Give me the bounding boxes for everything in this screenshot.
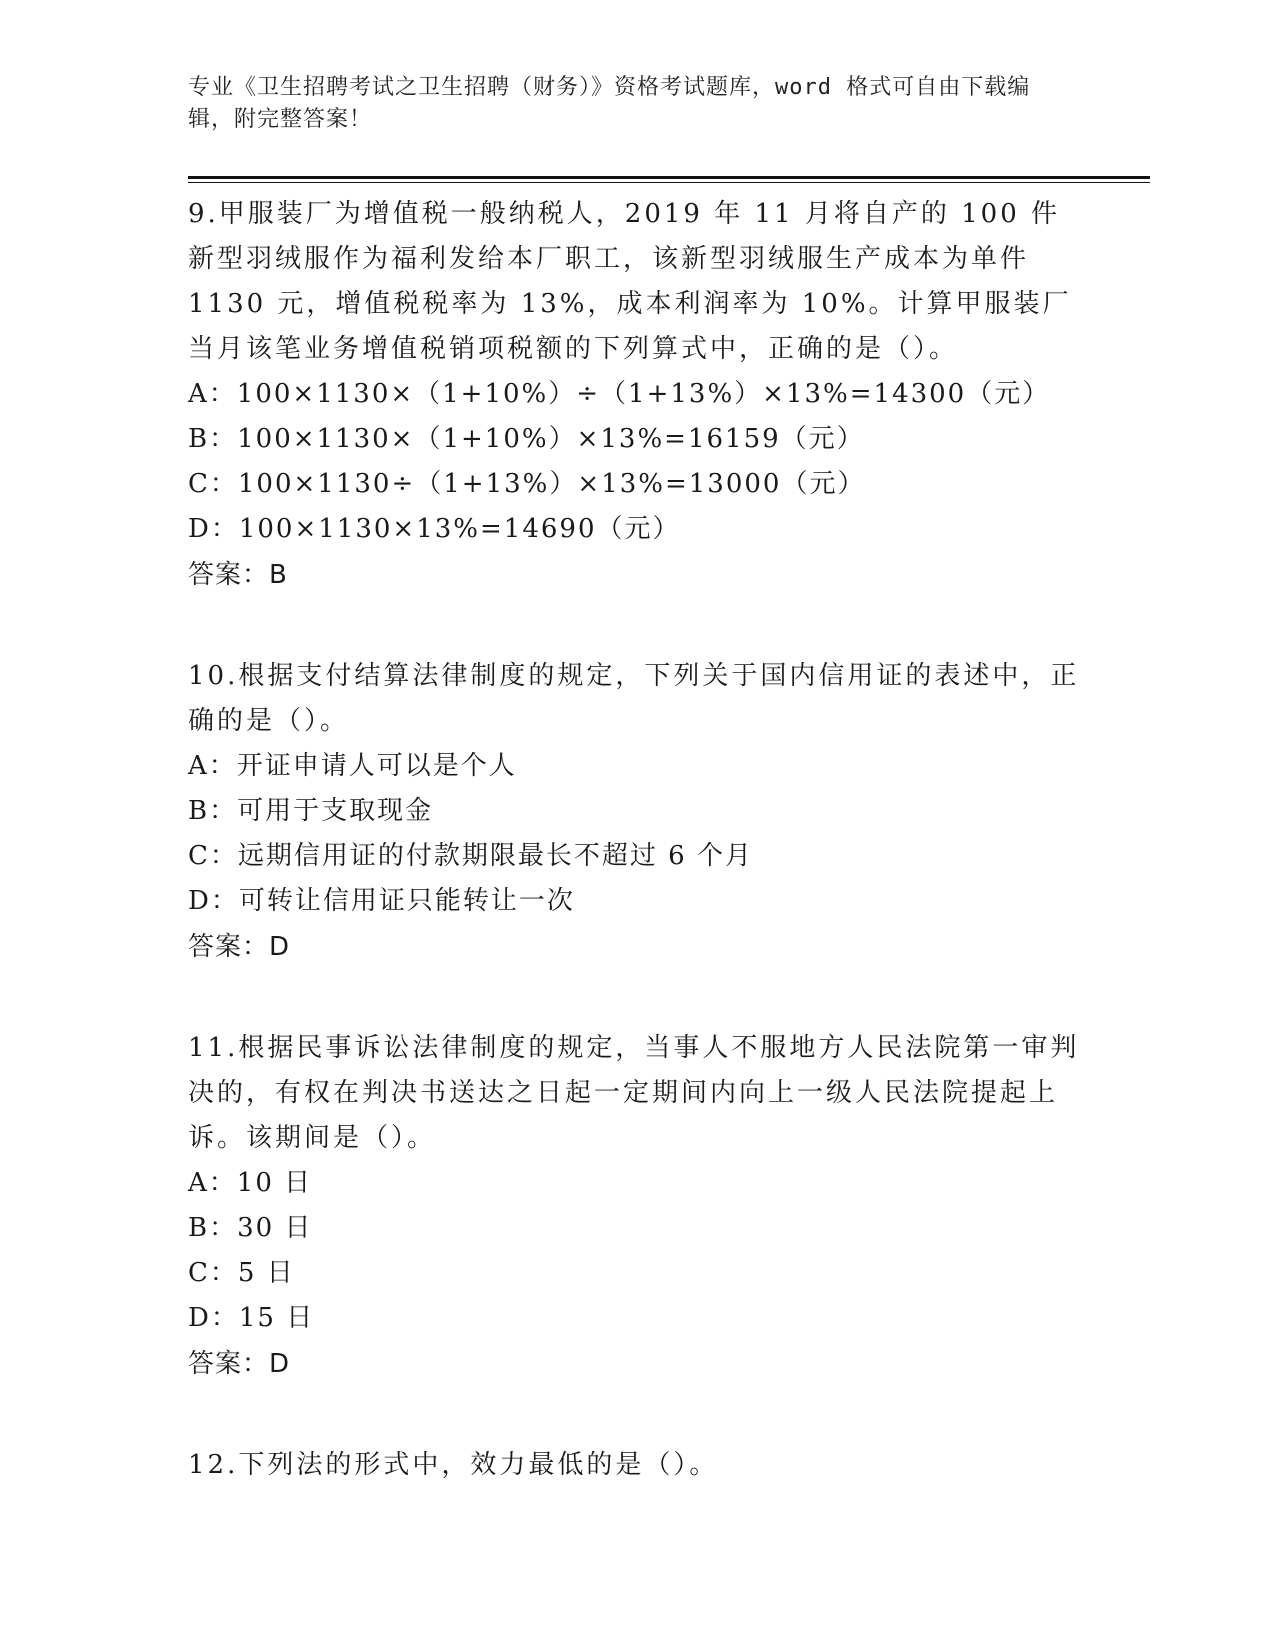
question-12 [188, 1443, 1088, 1488]
option-d: D：15 日 [188, 1303, 315, 1333]
question-stem: 11.根据民事诉讼法律制度的规定，当事人不服地方人民法院第一审判决的，有权在判决书送达之日起一定期间内向上一级人民法院提起上诉。该期间是（）。 [188, 1033, 1080, 1153]
option-c: C：远期信用证的付款期限最长不超过 6 个月 [188, 841, 753, 871]
option-d: D：100×1130×13%=14690（元） [188, 514, 681, 544]
question-stem: 10.根据支付结算法律制度的规定，下列关于国内信用证的表述中，正确的是（）。 [188, 661, 1080, 736]
question-list [188, 192, 1088, 1544]
option-a: A：10 日 [188, 1168, 313, 1198]
answer-line: 答案：D [188, 1349, 291, 1379]
option-a: A：开证申请人可以是个人 [188, 751, 517, 781]
option-b: B：100×1130×（1+10%）×13%=16159（元） [188, 424, 865, 454]
option-b: B：可用于支取现金 [188, 796, 434, 826]
header-rule-thin [188, 182, 1150, 183]
document-header [188, 72, 1068, 136]
option-c: C：100×1130÷（1+13%）×13%=13000（元） [188, 469, 866, 499]
header-intro-text: 专业《卫生招聘考试之卫生招聘（财务）》资格考试题库，word 格式可自由下载编辑，附完整答案！ [188, 75, 1031, 132]
option-a: A：100×1130×（1+10%）÷（1+13%）×13%=14300（元） [188, 379, 1051, 409]
question-stem: 12.下列法的形式中，效力最低的是（）。 [188, 1450, 719, 1480]
answer-line: 答案：D [188, 932, 291, 962]
answer-line: 答案：B [188, 560, 288, 590]
option-d: D：可转让信用证只能转让一次 [188, 886, 575, 916]
option-b: B：30 日 [188, 1213, 313, 1243]
question-9 [188, 192, 1088, 598]
question-11 [188, 1026, 1088, 1387]
question-10 [188, 654, 1088, 970]
option-c: C：5 日 [188, 1258, 295, 1288]
header-rule-thick [188, 176, 1150, 179]
question-stem: 9.甲服装厂为增值税一般纳税人，2019 年 11 月将自产的 100 件新型羽绒服作为福利发给本厂职工，该新型羽绒服生产成本为单件 1130 元，增值税税率为 13%，成本利润率为 10%。计算甲服装厂当月该笔业务增值税销项税额的下列算式中，正确的是（）。 [188, 199, 1072, 364]
